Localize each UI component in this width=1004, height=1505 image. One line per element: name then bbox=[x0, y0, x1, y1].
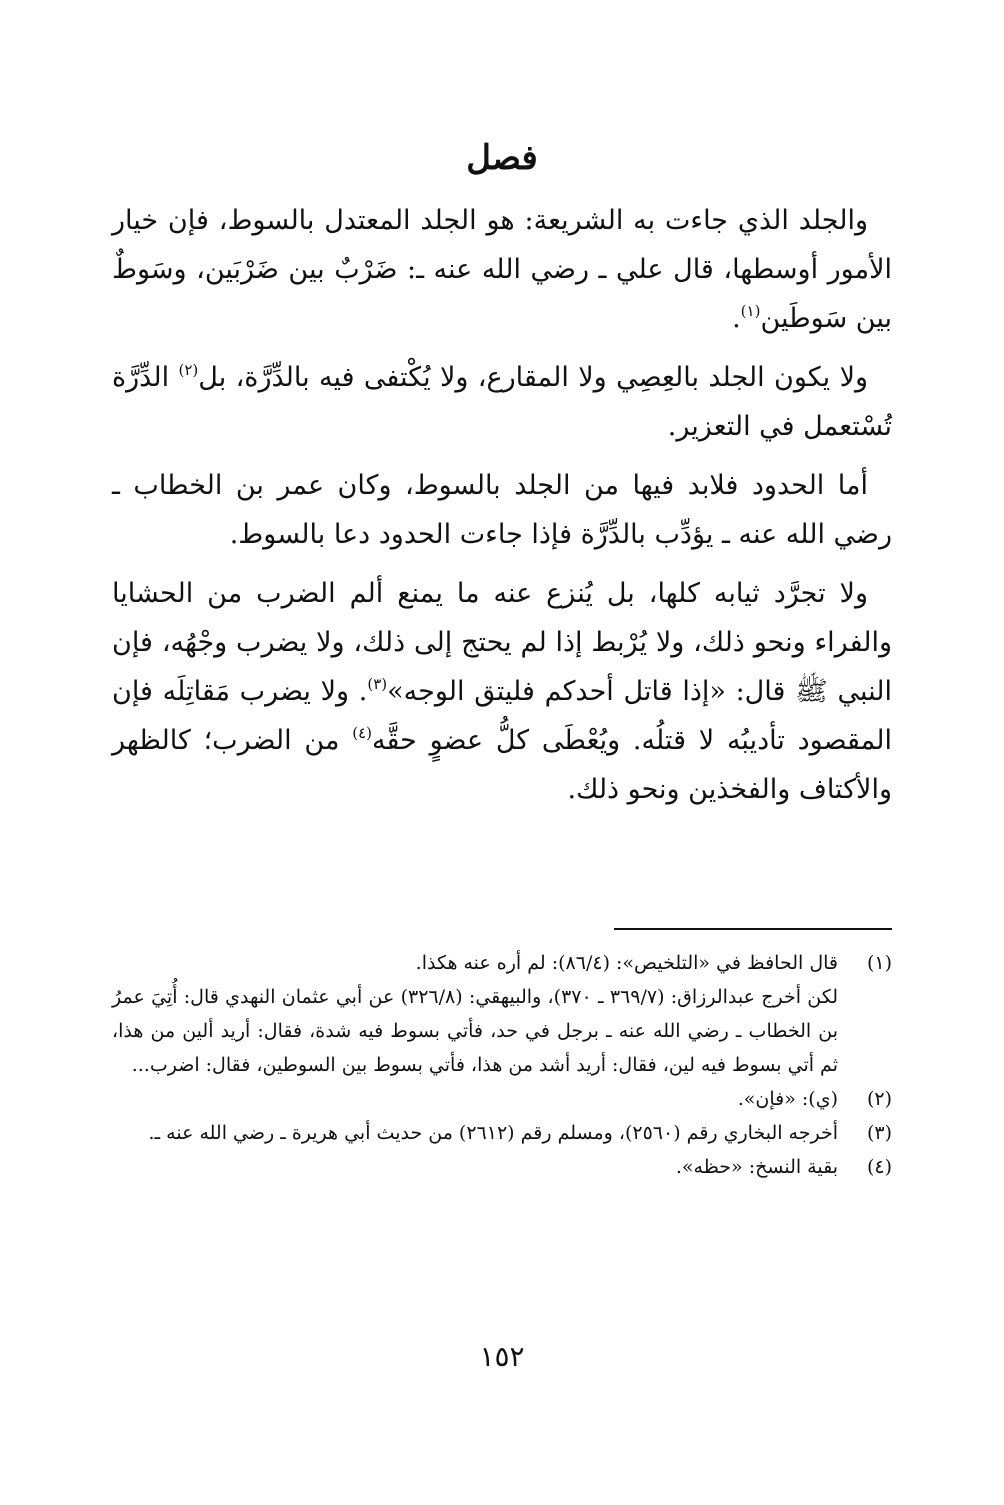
footnote-divider bbox=[614, 928, 892, 930]
footnote-text: بقية النسخ: «حظه». bbox=[675, 1156, 838, 1178]
footnote-ref-2[interactable]: (٢) bbox=[178, 361, 199, 379]
paragraph-2-pre: ولا يكون الجلد بالعِصِي ولا المقارع، ولا يُكْتفى فيه بالدِّرَّة، بل bbox=[198, 362, 869, 393]
section-title: فصل bbox=[466, 138, 538, 178]
paragraph-1-tail: . bbox=[732, 303, 741, 334]
footnote-3 bbox=[112, 1116, 892, 1150]
footnote-text: أخرجه البخاري رقم (٢٥٦٠)، ومسلم رقم (٢٦١٢) من حديث أبي هريرة ـ رضي الله عنه ـ. bbox=[148, 1122, 838, 1144]
footnote-1 bbox=[112, 946, 892, 1082]
main-text bbox=[112, 196, 892, 824]
footnote-ref-3[interactable]: (٣) bbox=[367, 675, 388, 693]
footnote-number: (١) bbox=[866, 952, 892, 974]
paragraph-3 bbox=[112, 461, 892, 559]
footnote-number: (٤) bbox=[866, 1156, 892, 1178]
paragraph-4-mid: . ولا يضرب مَقاتِلَه فإن المقصود تأديبُه لا قتلُه. ويُعْطَى كلُّ عضوٍ حقَّه bbox=[112, 676, 893, 756]
paragraph-2-post: الدِّرَّة تُسْتعمل في التعزير. bbox=[112, 362, 892, 442]
paragraph-2 bbox=[112, 353, 892, 451]
footnote-text: (ي): «فإن». bbox=[737, 1088, 838, 1110]
footnote-number: (٣) bbox=[866, 1122, 892, 1144]
footnote-number: (٢) bbox=[866, 1088, 892, 1110]
footnote-text bbox=[112, 946, 838, 1082]
footnotes bbox=[112, 946, 892, 1184]
paragraph-1-text: والجلد الذي جاءت به الشريعة: هو الجلد المعتدل بالسوط، فإن خيار الأمور أوسطها، قال علي ـ رضي الله عنه ـ: ضَرْبٌ بين ضَرْبَين، وسَوطٌ بين سَوطَين bbox=[112, 205, 892, 334]
footnote-2 bbox=[112, 1082, 892, 1116]
page-number: ١٥٢ bbox=[479, 1340, 525, 1373]
footnote-ref-1[interactable]: (١) bbox=[740, 302, 761, 320]
paragraph-1 bbox=[112, 196, 892, 343]
paragraph-4-post: من الضرب؛ كالظهر والأكتاف والفخذين ونحو ذلك. bbox=[112, 725, 892, 805]
paragraph-3-text: أما الحدود فلابد فيها من الجلد بالسوط، وكان عمر بن الخطاب ـ رضي الله عنه ـ يؤدِّب بالدِّرَّة فإذا جاءت الحدود دعا بالسوط. bbox=[112, 470, 892, 550]
footnote-1-line-2: لكن أخرج عبدالرزاق: (٣٦٩/٧ ـ ٣٧٠)، والبيهقي: (٣٢٦/٨) عن أبي عثمان النهدي قال: أُتِيَ عمرُ بن الخطاب ـ رضي الله عنه ـ برجل في حد، فأتي بسوط فيه شدة، فقال: أريد ألين من هذا، ثم أتي بسوط فيه لين، فقال: أريد أشد من هذا، فأتي بسوط بين السوطين، فقال: اضرب... bbox=[112, 986, 838, 1076]
footnote-1-line-1: قال الحافظ في «التلخيص»: (٨٦/٤): لم أره عنه هكذا. bbox=[415, 952, 838, 974]
footnote-4 bbox=[112, 1150, 892, 1184]
footnote-ref-4[interactable]: (٤) bbox=[352, 724, 372, 742]
paragraph-4 bbox=[112, 569, 892, 814]
paragraph-4-pre: ولا تجرَّد ثيابه كلها، بل يُنزع عنه ما يمنع ألم الضرب من الحشايا والفراء ونحو ذلك، ولا يُرْبط إذا لم يحتج إلى ذلك، ولا يضرب وجْهُه، فإن النبي ﷺ قال: «إذا قاتل أحدكم فليتق الوجه» bbox=[112, 578, 892, 707]
